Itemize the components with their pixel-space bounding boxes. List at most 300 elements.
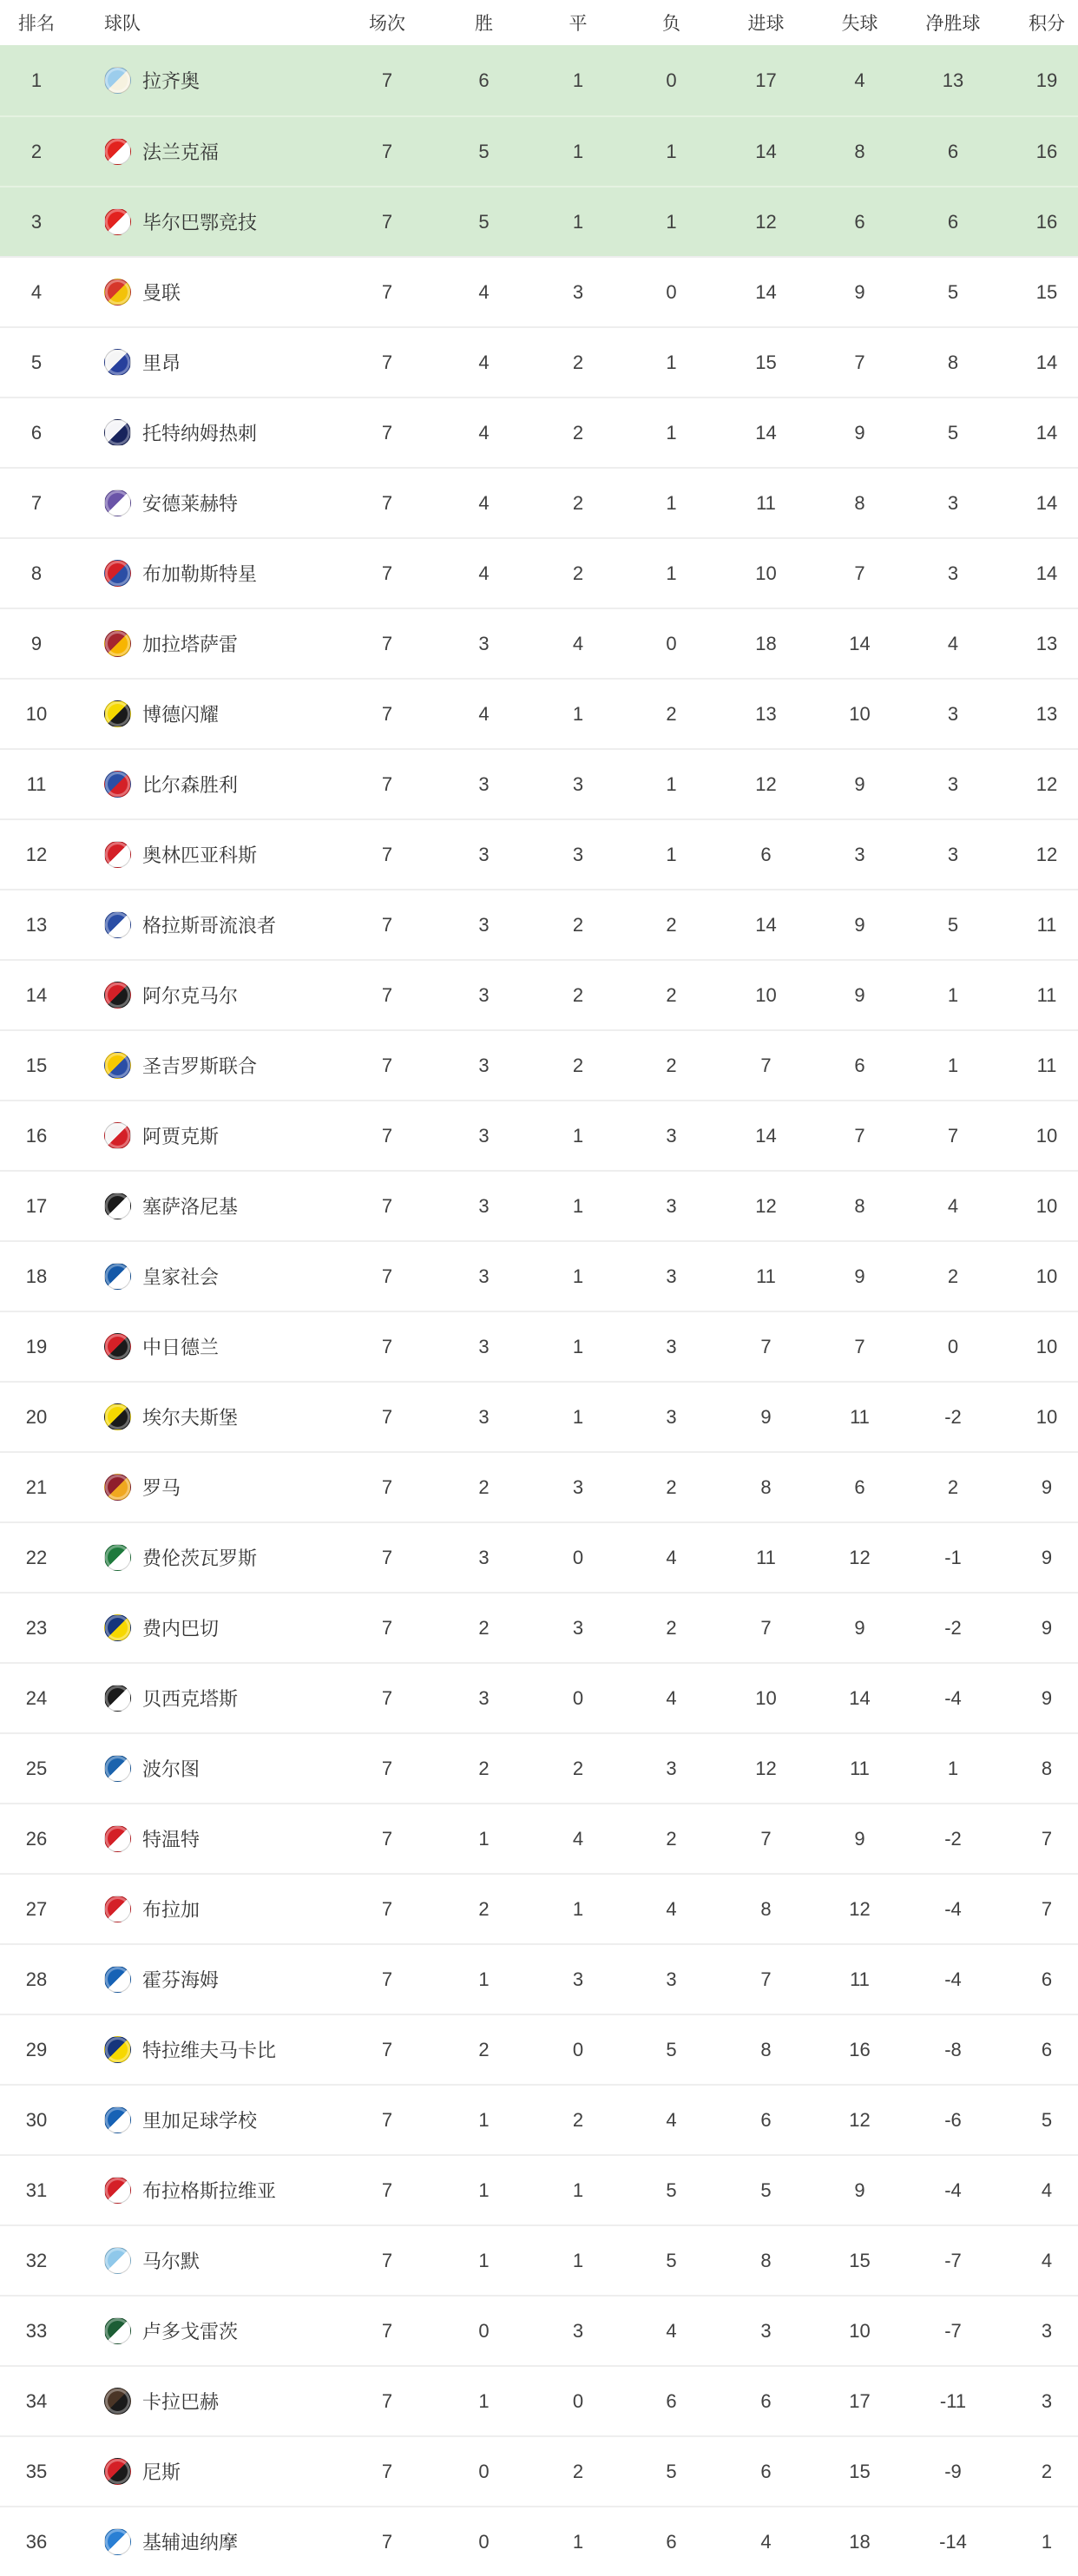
stat-gd: -14 [939,2530,967,2553]
stat-gd: 8 [947,351,959,373]
stat-gf: 6 [760,2108,772,2131]
stat-gd: 4 [947,1194,959,1217]
team-name: 安德莱赫特 [142,493,239,515]
stat-loss: 3 [666,1405,677,1428]
stat-gd: 5 [947,421,959,444]
team-name: 法兰克福 [142,141,220,163]
stat-played: 7 [381,1616,393,1639]
stat-gf: 11 [756,491,776,514]
team-cell [73,1193,339,1219]
stat-gd: 2 [947,1265,959,1287]
stat-gf: 5 [760,2178,772,2201]
ajax-crest-icon [104,1122,131,1149]
rank: 21 [25,1475,48,1498]
real-sociedad-crest-icon [104,1263,131,1290]
stat-draw: 2 [572,913,584,936]
stat-ga: 15 [849,2249,871,2271]
team-name: 尼斯 [142,2461,181,2483]
rank: 3 [30,210,43,233]
table-row[interactable] [0,1029,1078,1100]
stat-played: 7 [381,140,393,162]
stat-loss: 3 [666,1968,677,1990]
table-row[interactable] [0,1662,1078,1732]
stat-win: 5 [478,140,490,162]
stat-pts: 10 [1035,1124,1058,1147]
stat-win: 4 [478,351,490,373]
stat-loss: 1 [666,562,677,584]
stat-gd: 6 [947,210,959,233]
stat-ga: 10 [849,702,871,725]
stat-draw: 0 [572,1686,584,1709]
stat-played: 7 [381,421,393,444]
stat-loss: 5 [666,2038,677,2060]
slavia-praha-crest-icon [104,2177,131,2204]
stat-ga: 16 [849,2038,871,2060]
stat-loss: 3 [666,1265,677,1287]
stat-loss: 5 [666,2178,677,2201]
midtjylland-crest-icon [104,1333,131,1360]
stat-win: 5 [478,210,490,233]
stat-draw: 0 [572,1546,584,1568]
stat-draw: 3 [572,1968,584,1990]
stat-ga: 14 [849,632,871,654]
team-name: 博德闪耀 [142,704,220,726]
stat-ga: 9 [854,1616,865,1639]
table-row[interactable] [0,959,1078,1029]
stat-draw: 0 [572,2038,584,2060]
stat-win: 4 [478,421,490,444]
stat-played: 7 [381,210,393,233]
table-row[interactable] [0,2224,1078,2295]
stat-gd: -4 [944,1686,962,1709]
table-row[interactable] [0,1240,1078,1311]
table-row[interactable] [0,1521,1078,1592]
stat-loss: 5 [666,2249,677,2271]
stat-gd: -2 [944,1827,962,1850]
stat-pts: 2 [1041,2460,1053,2482]
stat-win: 2 [478,1757,490,1779]
stat-gd: 1 [947,1054,959,1076]
team-name: 里加足球学校 [142,2110,258,2132]
team-cell [73,2388,339,2415]
team-name: 卡拉巴赫 [142,2391,220,2413]
table-row[interactable] [0,1170,1078,1240]
team-cell [73,1896,339,1922]
stat-loss: 1 [666,772,677,795]
table-row[interactable] [0,467,1078,537]
rank: 15 [25,1054,48,1076]
stat-draw: 4 [572,1827,584,1850]
team-name: 阿贾克斯 [142,1126,220,1147]
stat-win: 1 [478,1827,490,1850]
stat-played: 7 [381,2108,393,2131]
team-name: 布加勒斯特星 [142,563,258,585]
rank: 29 [25,2038,48,2060]
stat-draw: 2 [572,421,584,444]
team-cell [73,911,339,938]
table-row[interactable] [0,608,1078,678]
column-header-rank: 排名 [18,14,55,34]
paok-crest-icon [104,1193,131,1219]
stat-win: 0 [478,2319,490,2342]
table-row[interactable] [0,1451,1078,1521]
stat-draw: 2 [572,491,584,514]
stat-ga: 11 [850,1968,870,1990]
table-row[interactable] [0,2154,1078,2224]
stat-pts: 6 [1041,2038,1053,2060]
table-row[interactable] [0,115,1078,186]
stat-gd: 3 [947,702,959,725]
team-name: 马尔默 [142,2251,200,2272]
stat-loss: 3 [666,1194,677,1217]
stat-gf: 4 [760,2530,772,2553]
stat-played: 7 [381,280,393,303]
stat-draw: 1 [572,2530,584,2553]
stat-played: 7 [381,913,393,936]
team-cell [73,67,339,94]
stat-ga: 8 [854,140,865,162]
maccabi-ta-crest-icon [104,2036,131,2063]
twente-crest-icon [104,1825,131,1852]
stat-draw: 3 [572,843,584,865]
table-row[interactable] [0,1100,1078,1170]
stat-win: 4 [478,280,490,303]
stat-ga: 6 [854,1054,865,1076]
table-row[interactable] [0,1873,1078,1943]
stat-pts: 9 [1041,1686,1053,1709]
stat-win: 2 [478,2038,490,2060]
team-name: 里昂 [142,352,181,374]
team-name: 布拉加 [142,1899,200,1921]
hoffenheim-crest-icon [104,1966,131,1993]
frankfurt-crest-icon [104,138,131,165]
team-cell [73,1614,339,1641]
stat-draw: 1 [572,1124,584,1147]
stat-pts: 10 [1035,1405,1058,1428]
stat-pts: 6 [1041,1968,1053,1990]
stat-pts: 13 [1035,632,1058,654]
stat-gd: -7 [944,2319,962,2342]
stat-gd: 3 [947,772,959,795]
stat-draw: 1 [572,1194,584,1217]
stat-played: 7 [381,2530,393,2553]
stat-loss: 2 [666,702,677,725]
stat-gf: 7 [760,1616,772,1639]
team-name: 费内巴切 [142,1618,220,1640]
stat-gf: 14 [755,913,777,936]
stat-pts: 10 [1035,1194,1058,1217]
stat-played: 7 [381,2178,393,2201]
stat-draw: 3 [572,1475,584,1498]
table-row[interactable] [0,256,1078,326]
stat-played: 7 [381,2319,393,2342]
table-row[interactable] [0,2014,1078,2084]
stat-win: 0 [478,2460,490,2482]
stat-win: 3 [478,1686,490,1709]
stat-gd: -6 [944,2108,962,2131]
stat-gd: -9 [944,2460,962,2482]
table-row[interactable] [0,2295,1078,2365]
stat-draw: 3 [572,772,584,795]
stat-gf: 14 [755,421,777,444]
stat-played: 7 [381,69,393,91]
az-alkmaar-crest-icon [104,982,131,1009]
rank: 10 [25,702,48,725]
stat-loss: 2 [666,1827,677,1850]
stat-ga: 8 [854,491,865,514]
stat-gd: 1 [947,1757,959,1779]
rank: 17 [25,1194,48,1217]
team-name: 特温特 [142,1829,200,1850]
stat-ga: 18 [849,2530,871,2553]
stat-ga: 12 [849,1897,871,1920]
stat-win: 3 [478,843,490,865]
table-row[interactable] [0,678,1078,748]
rank: 26 [25,1827,48,1850]
team-cell [73,630,339,657]
team-name: 比尔森胜利 [142,774,239,796]
ludogorets-crest-icon [104,2317,131,2344]
stat-loss: 0 [666,632,677,654]
team-cell [73,560,339,587]
stat-pts: 16 [1035,210,1058,233]
stat-loss: 3 [666,1124,677,1147]
stat-ga: 8 [854,1194,865,1217]
stat-win: 3 [478,772,490,795]
team-cell [73,2317,339,2344]
stat-gf: 3 [760,2319,772,2342]
stat-played: 7 [381,1124,393,1147]
table-row[interactable] [0,1943,1078,2014]
rank: 18 [25,1265,48,1287]
stat-loss: 2 [666,983,677,1006]
stat-loss: 2 [666,1475,677,1498]
stat-pts: 8 [1041,1757,1053,1779]
team-cell [73,2106,339,2133]
stat-draw: 1 [572,210,584,233]
stat-loss: 6 [666,2389,677,2412]
stat-loss: 3 [666,1335,677,1357]
elfsborg-crest-icon [104,1403,131,1430]
team-cell [73,2177,339,2204]
qarabag-crest-icon [104,2388,131,2415]
table-row[interactable] [0,1381,1078,1451]
stat-ga: 7 [854,1124,865,1147]
stat-gd: -4 [944,1897,962,1920]
ferencvaros-crest-icon [104,1544,131,1571]
stat-gd: -1 [944,1546,962,1568]
stat-pts: 11 [1036,983,1057,1006]
table-row[interactable] [0,1732,1078,1803]
team-name: 波尔图 [142,1758,200,1780]
team-name: 卢多戈雷茨 [142,2321,239,2343]
rank: 19 [25,1335,48,1357]
stat-draw: 1 [572,140,584,162]
stat-win: 3 [478,913,490,936]
stat-pts: 14 [1035,562,1058,584]
rfs-crest-icon [104,2106,131,2133]
rank: 11 [26,772,47,795]
rank: 35 [25,2460,48,2482]
team-cell [73,700,339,727]
stat-gd: 4 [947,632,959,654]
team-name: 布拉格斯拉维亚 [142,2180,277,2202]
stat-loss: 1 [666,351,677,373]
union-sg-crest-icon [104,1052,131,1079]
stat-played: 7 [381,1757,393,1779]
stat-gd: 3 [947,843,959,865]
stat-ga: 15 [849,2460,871,2482]
team-cell [73,2458,339,2485]
team-cell [73,2528,339,2555]
rank: 30 [25,2108,48,2131]
table-row[interactable] [0,1592,1078,1662]
stat-pts: 10 [1035,1265,1058,1287]
stat-pts: 14 [1035,421,1058,444]
stat-gd: -8 [944,2038,962,2060]
stat-pts: 14 [1035,491,1058,514]
stat-win: 3 [478,983,490,1006]
stat-played: 7 [381,2460,393,2482]
stat-loss: 4 [666,2108,677,2131]
stat-gd: 3 [947,491,959,514]
table-row[interactable] [0,2365,1078,2435]
stat-gf: 12 [755,1757,777,1779]
rangers-crest-icon [104,911,131,938]
stat-played: 7 [381,1686,393,1709]
stat-gf: 11 [756,1546,776,1568]
stat-gf: 12 [755,210,777,233]
rank: 36 [25,2530,48,2553]
roma-crest-icon [104,1474,131,1501]
galatasaray-crest-icon [104,630,131,657]
rank: 24 [25,1686,48,1709]
stat-gd: -4 [944,1968,962,1990]
tottenham-crest-icon [104,419,131,446]
stat-gf: 15 [755,351,777,373]
stat-gf: 9 [760,1405,772,1428]
stat-gf: 14 [755,280,777,303]
stat-loss: 1 [666,210,677,233]
stat-loss: 4 [666,2319,677,2342]
column-header-loss: 负 [662,14,680,34]
stat-gd: 5 [947,913,959,936]
rank: 8 [30,562,43,584]
table-row[interactable] [0,748,1078,818]
stat-ga: 3 [854,843,865,865]
stat-gf: 10 [755,983,777,1006]
table-row[interactable] [0,1311,1078,1381]
stat-gd: 5 [947,280,959,303]
stat-gf: 17 [755,69,777,91]
stat-pts: 1 [1041,2530,1053,2553]
stat-gf: 8 [760,1475,772,1498]
stat-draw: 1 [572,1897,584,1920]
team-cell [73,1544,339,1571]
stat-draw: 3 [572,1616,584,1639]
stat-ga: 11 [850,1405,870,1428]
besiktas-crest-icon [104,1685,131,1712]
stat-draw: 2 [572,351,584,373]
stat-gd: 1 [947,983,959,1006]
team-name: 格拉斯哥流浪者 [142,915,277,936]
team-cell [73,2036,339,2063]
team-cell [73,279,339,306]
team-name: 贝西克塔斯 [142,1688,239,1710]
stat-played: 7 [381,1827,393,1850]
rank: 20 [25,1405,48,1428]
stat-gf: 11 [756,1265,776,1287]
stat-ga: 14 [849,1686,871,1709]
stat-gd: 0 [947,1335,959,1357]
table-row[interactable] [0,889,1078,959]
stat-pts: 9 [1041,1546,1053,1568]
rank: 13 [25,913,48,936]
lyon-crest-icon [104,349,131,376]
stat-played: 7 [381,2038,393,2060]
porto-crest-icon [104,1755,131,1782]
stat-played: 7 [381,983,393,1006]
stat-win: 2 [478,1897,490,1920]
stat-gd: -4 [944,2178,962,2201]
team-cell [73,419,339,446]
stat-draw: 1 [572,1265,584,1287]
stat-gf: 7 [760,1827,772,1850]
table-row[interactable] [0,1803,1078,1873]
stat-loss: 2 [666,1616,677,1639]
stat-win: 3 [478,632,490,654]
rank: 6 [30,421,43,444]
table-row[interactable] [0,537,1078,608]
stat-ga: 6 [854,1475,865,1498]
team-name: 托特纳姆热刺 [142,423,258,444]
table-row[interactable] [0,186,1078,256]
team-cell [73,208,339,235]
stat-draw: 2 [572,2460,584,2482]
team-cell [73,1825,339,1852]
team-name: 奥林匹亚科斯 [142,844,258,866]
table-row[interactable] [0,397,1078,467]
stat-draw: 0 [572,2389,584,2412]
stat-pts: 3 [1041,2389,1053,2412]
stat-gf: 6 [760,2460,772,2482]
stat-draw: 2 [572,1757,584,1779]
stat-pts: 10 [1035,1335,1058,1357]
stat-played: 7 [381,2389,393,2412]
table-row[interactable] [0,818,1078,889]
team-cell [73,1263,339,1290]
team-name: 毕尔巴鄂竞技 [142,212,258,233]
rank: 14 [25,983,48,1006]
table-row[interactable] [0,326,1078,397]
stat-played: 7 [381,1054,393,1076]
table-row[interactable] [0,2435,1078,2506]
table-row[interactable] [0,45,1078,115]
stat-ga: 10 [849,2319,871,2342]
team-name: 埃尔夫斯堡 [142,1407,239,1429]
table-row[interactable] [0,2506,1078,2576]
table-row[interactable] [0,2084,1078,2154]
stat-pts: 5 [1041,2108,1053,2131]
rank: 16 [25,1124,48,1147]
stat-pts: 3 [1041,2319,1053,2342]
stat-ga: 4 [854,69,865,91]
stat-loss: 4 [666,1897,677,1920]
stat-loss: 1 [666,491,677,514]
stat-gf: 18 [755,632,777,654]
stat-draw: 2 [572,2108,584,2131]
stat-draw: 1 [572,2249,584,2271]
